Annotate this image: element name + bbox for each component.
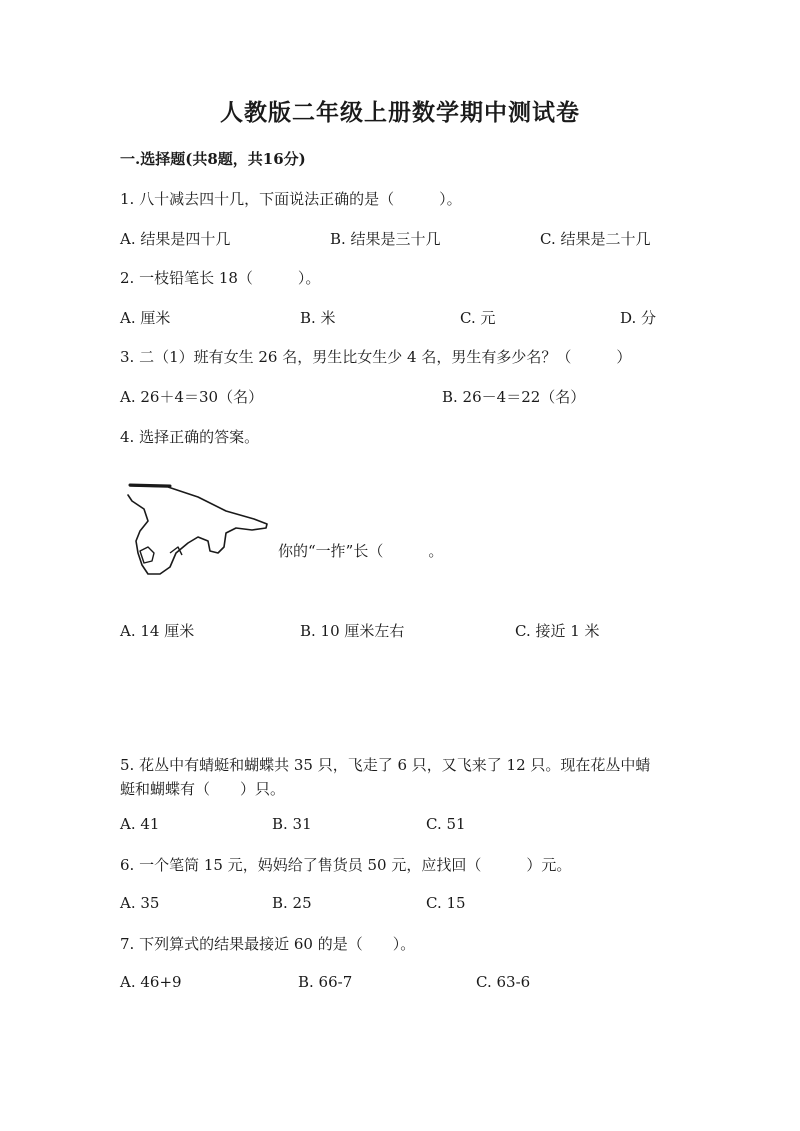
question-4: 4. 选择正确的答案。 [120, 428, 260, 446]
q5-option-b[interactable]: B. 31 [272, 815, 312, 833]
section-heading: 一.选择题(共8题，共16分) [120, 150, 306, 168]
q7-option-b[interactable]: B. 66-7 [298, 973, 353, 991]
q4-image-caption: 你的“一拃”长（ 。 [278, 542, 444, 560]
q3-option-b[interactable]: B. 26－4＝22（名） [442, 388, 586, 406]
q7-option-c[interactable]: C. 63-6 [476, 973, 531, 991]
question-3: 3. 二（1）班有女生 26 名，男生比女生少 4 名，男生有多少名？（ ） [120, 348, 632, 366]
q2-option-d[interactable]: D. 分 [620, 309, 657, 327]
q5-option-c[interactable]: C. 51 [426, 815, 466, 833]
page-title: 人教版二年级上册数学期中测试卷 [220, 99, 580, 126]
q6-option-c[interactable]: C. 15 [426, 894, 466, 912]
q4-option-b[interactable]: B. 10 厘米左右 [300, 622, 405, 640]
q2-option-c[interactable]: C. 元 [460, 309, 496, 327]
hand-span-icon [126, 481, 272, 579]
q3-option-a[interactable]: A. 26＋4＝30（名） [120, 388, 264, 406]
question-2: 2. 一枝铅笔长 18（ ）。 [120, 269, 321, 287]
q7-option-a[interactable]: A. 46+9 [120, 973, 182, 991]
question-7: 7. 下列算式的结果最接近 60 的是（ ）。 [120, 935, 416, 953]
q2-option-b[interactable]: B. 米 [300, 309, 336, 327]
q5-option-a[interactable]: A. 41 [120, 815, 160, 833]
q2-option-a[interactable]: A. 厘米 [120, 309, 171, 327]
q1-option-c[interactable]: C. 结果是二十几 [540, 230, 651, 248]
q6-option-a[interactable]: A. 35 [120, 894, 160, 912]
question-1: 1. 八十减去四十几，下面说法正确的是（ ）。 [120, 190, 462, 208]
q1-option-a[interactable]: A. 结果是四十几 [120, 230, 231, 248]
q1-option-b[interactable]: B. 结果是三十几 [330, 230, 441, 248]
q6-option-b[interactable]: B. 25 [272, 894, 312, 912]
q4-option-c[interactable]: C. 接近 1 米 [515, 622, 600, 640]
q4-option-a[interactable]: A. 14 厘米 [120, 622, 195, 640]
question-5: 5. 花丛中有蜻蜓和蝴蝶共 35 只，飞走了 6 只，又飞来了 12 只。现在花丛中蜻蜓和蝴蝶有（ ）只。 [120, 756, 651, 798]
question-6: 6. 一个笔筒 15 元，妈妈给了售货员 50 元，应找回（ ）元。 [120, 856, 572, 874]
